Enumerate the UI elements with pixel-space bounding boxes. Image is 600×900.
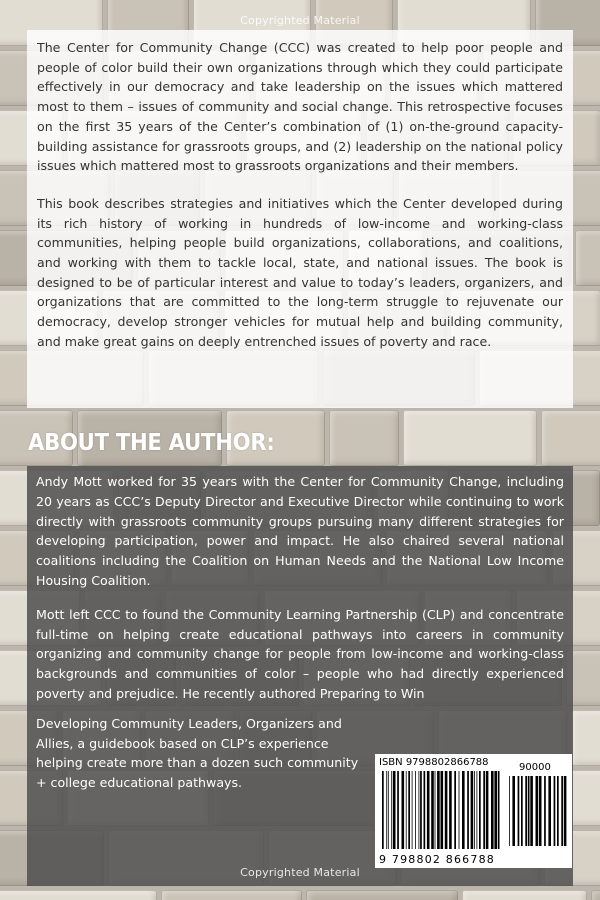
about-author-heading: ABOUT THE AUTHOR:: [28, 430, 275, 456]
ean-number: 9 798802 866788: [379, 853, 495, 866]
watermark-bottom: Copyrighted Material: [240, 866, 360, 879]
description-paragraph-2: This book describes strategies and initiatives which the Center developed during its rich history of working in hundreds of low-income and working-class communities, helping people build organizations, collaborations, and coalitions, and working with them to tackle local, state, and national issues. The book is designed to be of particular interest and value to today’s leaders, organizers, and organizations that are committed to the long-term struggle to rejuvenate our democracy, develop stronger vehicles for mutual help and building community, and make great gains on deeply entrenched issues of poverty and race.: [37, 195, 563, 349]
bio-paragraph-3: Developing Community Leaders, Organizers and Allies, a guidebook based on CLP’s experience helping create more than a dozen such community + college educational pathways.: [36, 715, 359, 791]
watermark-top: Copyrighted Material: [240, 14, 360, 27]
description-paragraph-1: The Center for Community Change (CCC) was created to help poor people and people of color build their own organizations through which they could participate effectively in our democracy and take leadership on the issues which mattered most to them – issues of community and social change. This retrospective focuses on the first 35 years of the Center’s combination of (1) on-the-ground capacity-building assistance for grassroots groups, and (2) leadership on the national policy issues which mattered most to grassroots organizations and their members.: [37, 40, 563, 174]
bio-paragraph-1: Andy Mott worked for 35 years with the Center for Community Change, including 20 years as CCC’s Deputy Director and Executive Director while continuing to work directly with grassroots community groups pursuing many different strategies for developing participation, power and impact. He also chaired several national coalitions including the Coalition on Human Needs and the National Low Income Housing Coalition.: [36, 474, 564, 588]
addon-barcode-bars: [509, 776, 567, 846]
ean-barcode-bars: [382, 771, 502, 849]
isbn-barcode: [375, 754, 572, 868]
addon-price-code: 90000: [519, 762, 551, 773]
bio-paragraph-2: Mott left CCC to found the Community Learning Partnership (CLP) and concentrate full-time on helping create educational pathways into careers in community organizing and community change for people from low-income and working-class backgrounds and communities of color – people who had directly experienced poverty and prejudice. He recently authored Preparing to Win: [36, 606, 564, 701]
description-panel: [27, 30, 573, 408]
isbn-label: ISBN 9798802866788: [379, 757, 489, 768]
